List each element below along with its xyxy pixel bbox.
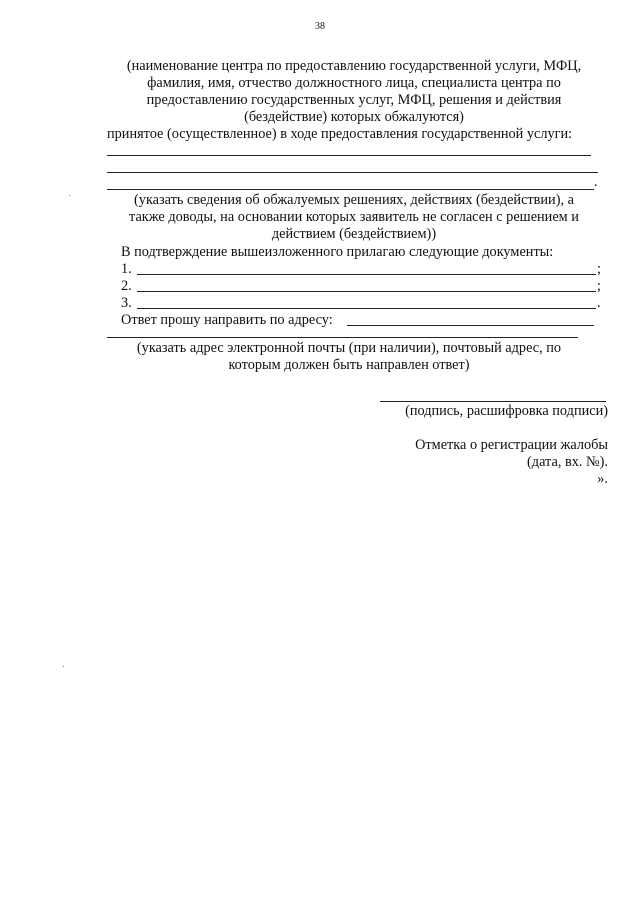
doc-3-number: 3. bbox=[121, 295, 132, 311]
signature-caption: (подпись, расшифровка подписи) bbox=[405, 403, 608, 419]
address-note-line-1: (указать адрес электронной почты (при наличии), почтовый адрес, по bbox=[136, 340, 562, 356]
center-name-line-3: предоставлению государственных услуг, МФЦ, решения и действия bbox=[146, 92, 562, 108]
center-name-line-4: (бездействие) которых обжалуются) bbox=[244, 109, 464, 125]
address-note-line-2: которым должен быть направлен ответ) bbox=[228, 357, 470, 373]
doc-2-number: 2. bbox=[121, 278, 132, 294]
center-name-line-1: (наименование центра по предоставлению государственной услуги, МФЦ, bbox=[126, 58, 582, 74]
doc-1-field[interactable] bbox=[137, 274, 596, 275]
fill-line-2[interactable] bbox=[107, 172, 598, 173]
fill-line-1[interactable] bbox=[107, 155, 591, 156]
registration-date: (дата, вх. №). bbox=[527, 454, 608, 470]
doc-3-field[interactable] bbox=[137, 308, 596, 309]
doc-1-number: 1. bbox=[121, 261, 132, 277]
fill-line-3[interactable] bbox=[107, 189, 594, 190]
accepted-line: принятое (осуществленное) в ходе предоставления государственной услуги: bbox=[107, 126, 573, 142]
doc-2-end: ; bbox=[597, 278, 601, 294]
confirm-line: В подтверждение вышеизложенного прилагаю следующие документы: bbox=[121, 244, 554, 260]
details-line-2: также доводы, на основании которых заявитель не согласен с решением и bbox=[129, 209, 579, 225]
answer-address-field[interactable] bbox=[347, 325, 594, 326]
doc-3-end: . bbox=[597, 295, 601, 311]
page-number: 38 bbox=[315, 21, 325, 32]
signature-field[interactable] bbox=[380, 401, 606, 402]
details-line-3: действием (бездействием)) bbox=[271, 226, 437, 242]
doc-2-field[interactable] bbox=[137, 291, 596, 292]
scan-speck bbox=[69, 195, 70, 196]
fill-line-period: . bbox=[594, 174, 598, 190]
closing-quote: ». bbox=[597, 471, 608, 487]
answer-address-field-2[interactable] bbox=[107, 337, 578, 338]
answer-address-label: Ответ прошу направить по адресу: bbox=[121, 312, 333, 328]
doc-1-end: ; bbox=[597, 261, 601, 277]
center-name-line-2: фамилия, имя, отчество должностного лица, специалиста центра по bbox=[147, 75, 561, 91]
registration-mark: Отметка о регистрации жалобы bbox=[415, 437, 608, 453]
scan-speck bbox=[63, 666, 64, 667]
details-line-1: (указать сведения об обжалуемых решениях, действиях (бездействии), а bbox=[134, 192, 574, 208]
